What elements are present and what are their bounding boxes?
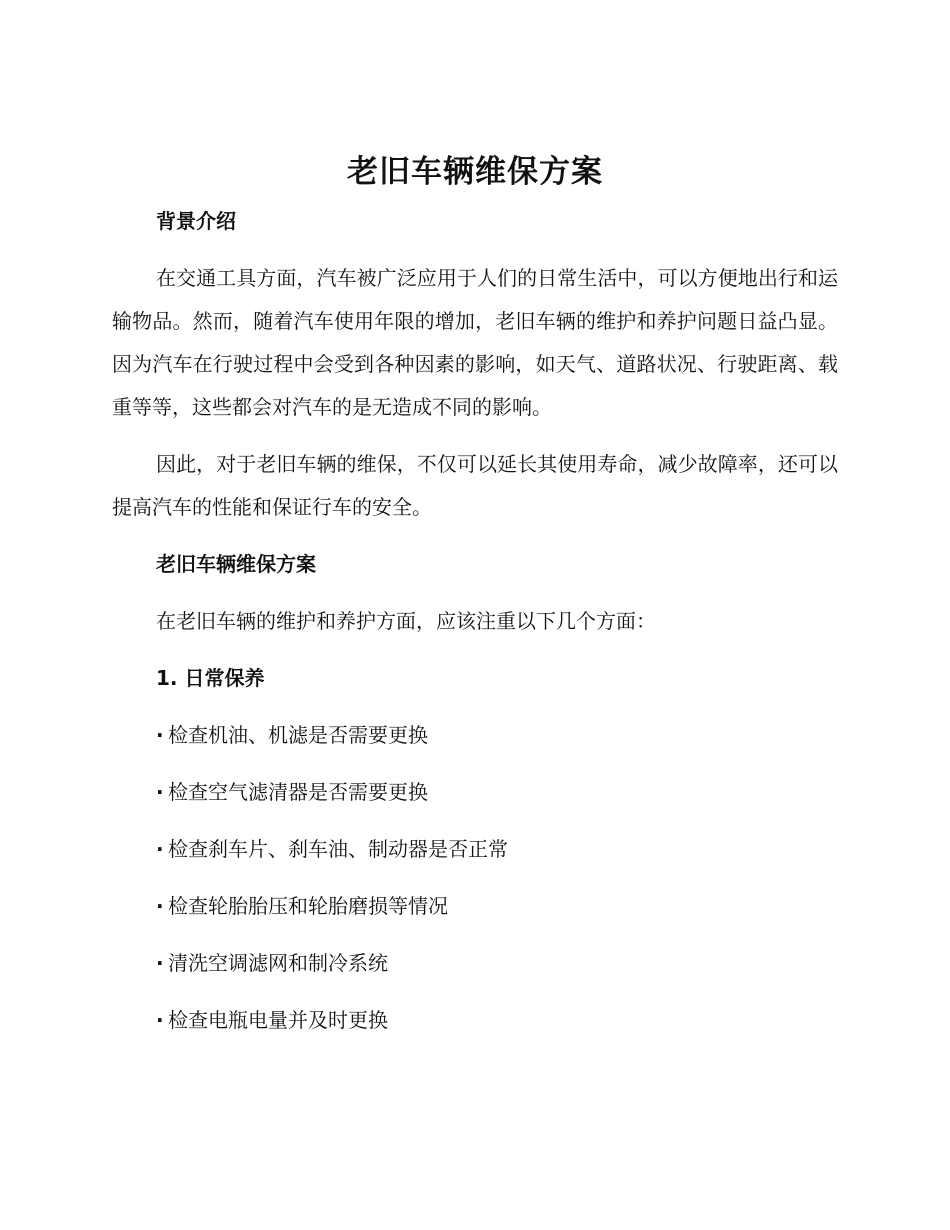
bullet-icon: · [156, 951, 164, 975]
subheading-daily-maintenance: 1. 日常保养 [156, 666, 265, 690]
list-item [112, 942, 838, 985]
document-body [112, 200, 838, 1042]
list-item [112, 714, 838, 757]
list-item [112, 828, 838, 871]
background-paragraph-1: 在交通工具方面，汽车被广泛应用于人们的日常生活中，可以方便地出行和运输物品。然而，随着汽车使用年限的增加，老旧车辆的维护和养护问题日益凸显。因为汽车在行驶过程中会受到各种因素的影响，如天气、道路状况、行驶距离、载重等等，这些都会对汽车的是无造成不同的影响。 [112, 266, 838, 419]
bullet-icon: · [156, 894, 164, 918]
plan-intro-paragraph: 在老旧车辆的维护和养护方面，应该注重以下几个方面： [156, 609, 656, 633]
section-heading-background: 背景介绍 [156, 209, 236, 233]
list-item-text: 检查空气滤清器是否需要更换 [168, 780, 428, 804]
list-item-text: 检查刹车片、刹车油、制动器是否正常 [168, 837, 508, 861]
bullet-icon: · [156, 1008, 164, 1032]
list-item-text: 检查电瓶电量并及时更换 [168, 1008, 388, 1032]
bullet-icon: · [156, 723, 164, 747]
section-heading-plan: 老旧车辆维保方案 [156, 552, 316, 576]
list-item-text: 检查轮胎胎压和轮胎磨损等情况 [168, 894, 448, 918]
list-item [112, 771, 838, 814]
list-item [112, 999, 838, 1042]
bullet-icon: · [156, 837, 164, 861]
list-item-text: 清洗空调滤网和制冷系统 [168, 951, 388, 975]
background-paragraph-2: 因此，对于老旧车辆的维保，不仅可以延长其使用寿命，减少故障率，还可以提高汽车的性能和保证行车的安全。 [112, 452, 838, 519]
bullet-icon: · [156, 780, 164, 804]
list-item-text: 检查机油、机滤是否需要更换 [168, 723, 428, 747]
document-title: 老旧车辆维保方案 [347, 154, 603, 190]
list-item [112, 885, 838, 928]
